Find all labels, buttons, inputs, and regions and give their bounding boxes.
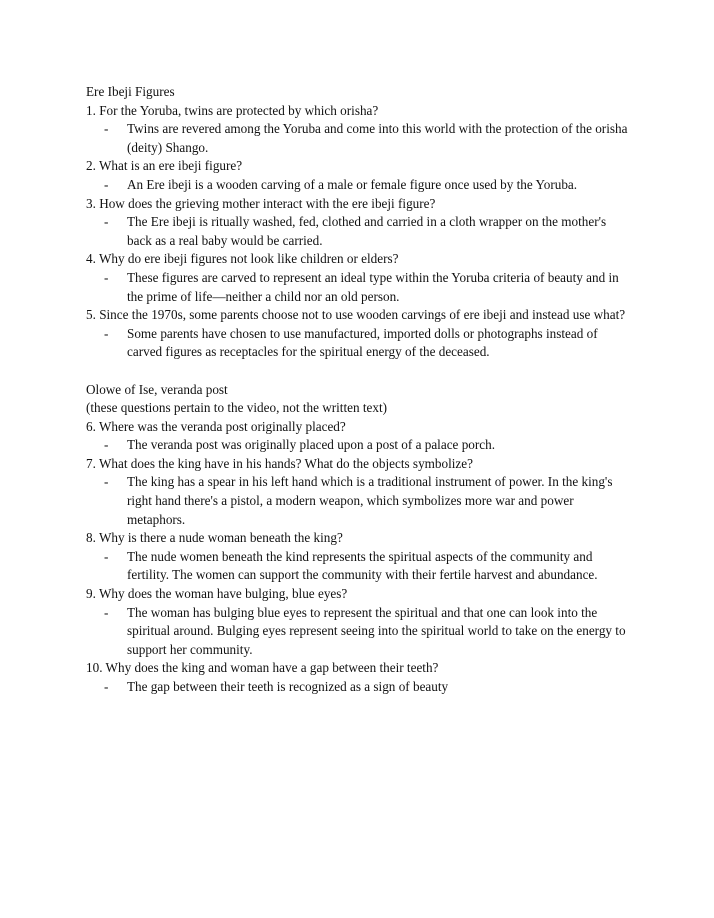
bullet-dash: - [104,325,109,341]
answer-7 [86,473,634,529]
answer-5 [86,325,634,362]
question-4: 4. Why do ere ibeji figures not look like children or elders? [86,251,399,267]
bullet-dash: - [104,604,109,620]
answer-1 [86,120,634,157]
bullet-dash: - [104,548,109,564]
question-2: 2. What is an ere ibeji figure? [86,158,243,174]
answer-text: The woman has bulging blue eyes to represent the spiritual and that one can look into the spiritual around. Bulging eyes represent seeing into the spiritual world to take on the energy to support her community. [127,604,626,657]
section-subtitle: (these questions pertain to the video, not the written text) [86,400,388,416]
answer-text: The veranda post was originally placed upon a post of a palace porch. [127,437,496,453]
answer-text: Some parents have chosen to use manufactured, imported dolls or photographs instead of carved figures as receptacles for the spiritual energy of the deceased. [127,325,598,360]
answer-3 [86,213,634,250]
question-8: 8. Why is there a nude woman beneath the king? [86,530,343,546]
question-1: 1. For the Yoruba, twins are protected by which orisha? [86,102,379,118]
section-title: Ere Ibeji Figures [86,84,175,99]
question-10: 10. Why does the king and woman have a gap between their teeth? [86,660,439,676]
answer-8 [86,548,634,585]
answer-6 [86,436,634,455]
bullet-dash: - [104,474,109,490]
answer-9 [86,604,634,660]
answer-text: The king has a spear in his left hand which is a traditional instrument of power. In the king's right hand there's a pistol, a modern weapon, which symbolizes more war and power metaphors. [127,474,613,527]
bullet-dash: - [104,437,109,453]
answer-text: These figures are carved to represent an ideal type within the Yoruba criteria of beauty and in the prime of life—neither a child nor an old person. [127,269,619,304]
section-spacer [86,362,634,381]
question-7: 7. What does the king have in his hands? What do the objects symbolize? [86,455,473,471]
bullet-dash: - [104,679,109,694]
bullet-dash: - [104,121,109,137]
answer-2 [86,176,634,195]
answer-text: The Ere ibeji is ritually washed, fed, clothed and carried in a cloth wrapper on the mother's back as a real baby would be carried. [127,214,607,248]
answer-text: The gap between their teeth is recognized as a sign of beauty [127,679,449,694]
question-3: 3. How does the grieving mother interact with the ere ibeji figure? [86,195,436,211]
answer-text: The nude women beneath the kind represents the spiritual aspects of the community and fertility. The women can support the community with their fertile harvest and abundance. [127,548,598,583]
section1-list [86,102,634,362]
answer-text: Twins are revered among the Yoruba and come into this world with the protection of the orisha (deity) Shango. [127,121,628,155]
answer-text: An Ere ibeji is a wooden carving of a male or female figure once used by the Yoruba. [127,176,578,192]
question-6: 6. Where was the veranda post originally placed? [86,418,346,434]
section2-list [86,418,634,697]
bullet-dash: - [104,269,109,285]
question-5: 5. Since the 1970s, some parents choose not to use wooden carvings of ere ibeji and instead use what? [86,307,626,323]
bullet-dash: - [104,214,109,230]
question-9: 9. Why does the woman have bulging, blue eyes? [86,586,348,602]
answer-10 [86,678,634,697]
answer-4 [86,269,634,306]
bullet-dash: - [104,176,109,192]
section-title: Olowe of Ise, veranda post [86,381,228,397]
